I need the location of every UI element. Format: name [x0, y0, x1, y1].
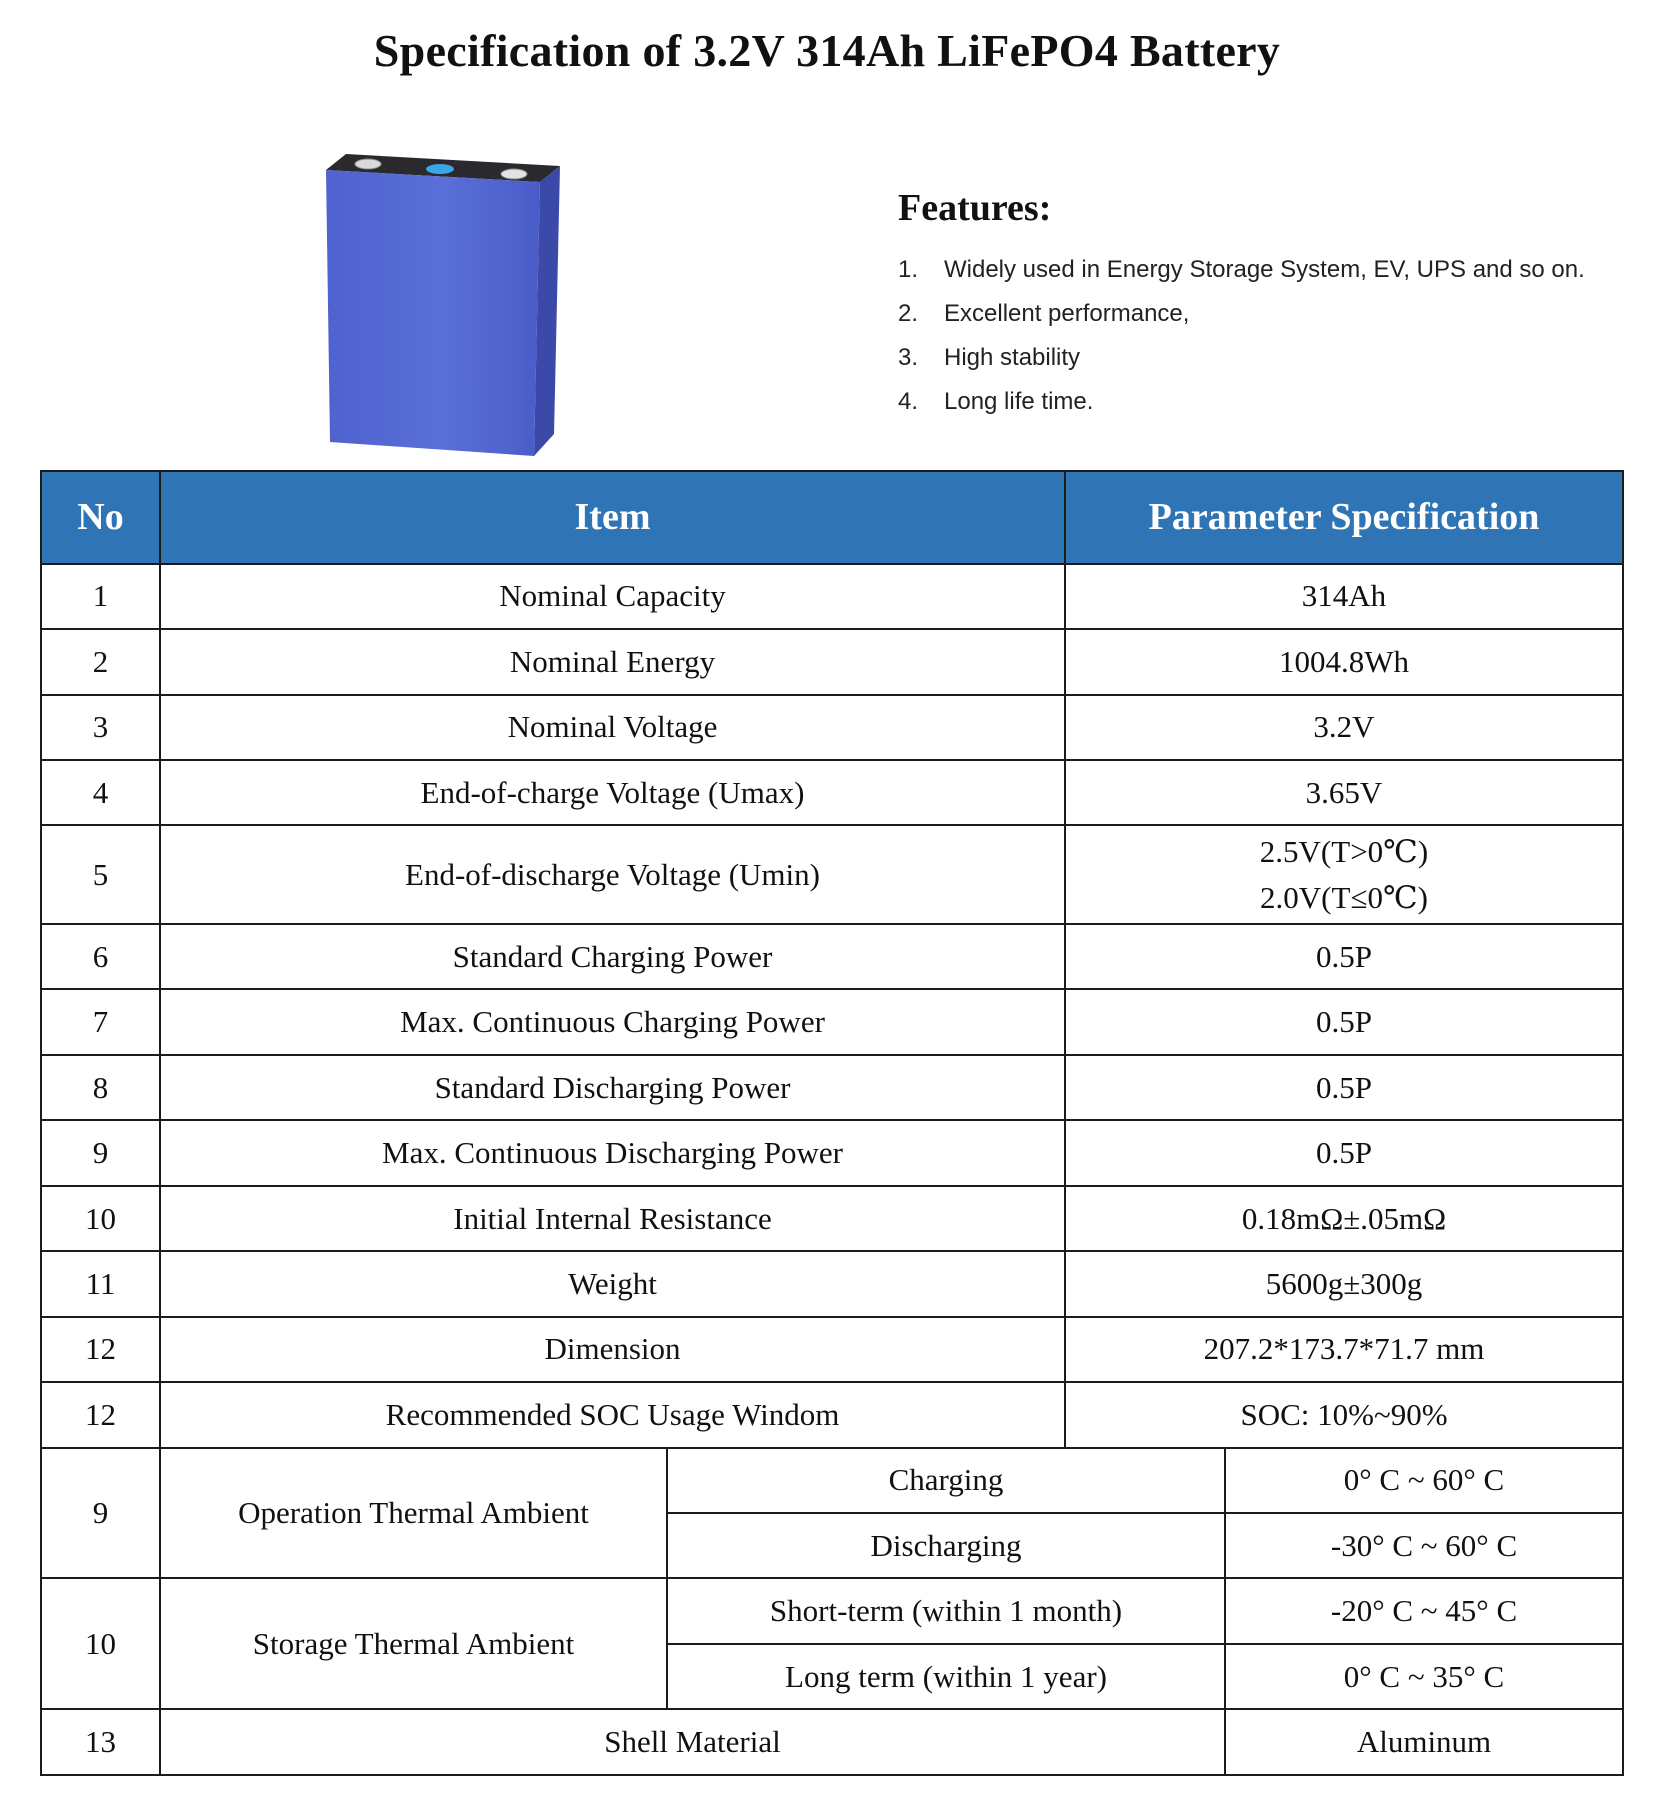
specification-table [40, 470, 1624, 1776]
features-list [898, 248, 1585, 424]
table-row: Long term (within 1 year) 0° C ~ 35° C [41, 1644, 1623, 1709]
battery-cell-image [318, 152, 560, 464]
table-row: 9 Operation Thermal Ambient Charging 0° C ~ 60° C [41, 1448, 1623, 1513]
table-row: 7 Max. Continuous Charging Power 0.5P [41, 989, 1623, 1054]
table-row: 8 Standard Discharging Power 0.5P [41, 1055, 1623, 1120]
table-row: 10 Storage Thermal Ambient Short-term (within 1 month) -20° C ~ 45° C [41, 1578, 1623, 1643]
list-item: 3. High stability [898, 344, 1081, 371]
header-item: Item [160, 471, 1065, 564]
table-row: 10 Initial Internal Resistance 0.18mΩ±.05mΩ [41, 1186, 1623, 1251]
table-row: 1 Nominal Capacity 314Ah [41, 564, 1623, 629]
table-row: 5 End-of-discharge Voltage (Umin) 2.5V(T>0℃) 2.0V(T≤0℃) [41, 825, 1623, 924]
table-row: 11 Weight 5600g±300g [41, 1251, 1623, 1316]
table-row: 2 Nominal Energy 1004.8Wh [41, 629, 1623, 694]
features-section [898, 186, 1585, 424]
table-row: 9 Max. Continuous Discharging Power 0.5P [41, 1120, 1623, 1185]
table-row: 6 Standard Charging Power 0.5P [41, 924, 1623, 989]
table-row: Discharging -30° C ~ 60° C [41, 1513, 1623, 1578]
table-row: 12 Recommended SOC Usage Windom SOC: 10%~90% [41, 1382, 1623, 1447]
table-row: 3 Nominal Voltage 3.2V [41, 695, 1623, 760]
table-row: 4 End-of-charge Voltage (Umax) 3.65V [41, 760, 1623, 825]
features-heading: Features: [898, 187, 1052, 229]
header-no: No [41, 471, 160, 564]
table-header-row [41, 471, 1623, 564]
list-item: 1. Widely used in Energy Storage System, EV, UPS and so on. [898, 256, 1585, 283]
table-row: 13 Shell Material Aluminum [41, 1709, 1623, 1775]
header-spec: Parameter Specification [1065, 471, 1623, 564]
spec-two-line: 2.5V(T>0℃) 2.0V(T≤0℃) [1065, 825, 1623, 924]
page-title: Specification of 3.2V 314Ah LiFePO4 Battery [373, 25, 1281, 76]
list-item: 4. Long life time. [898, 388, 1094, 415]
table-row: 12 Dimension 207.2*173.7*71.7 mm [41, 1317, 1623, 1382]
list-item: 2. Excellent performance, [898, 300, 1190, 327]
